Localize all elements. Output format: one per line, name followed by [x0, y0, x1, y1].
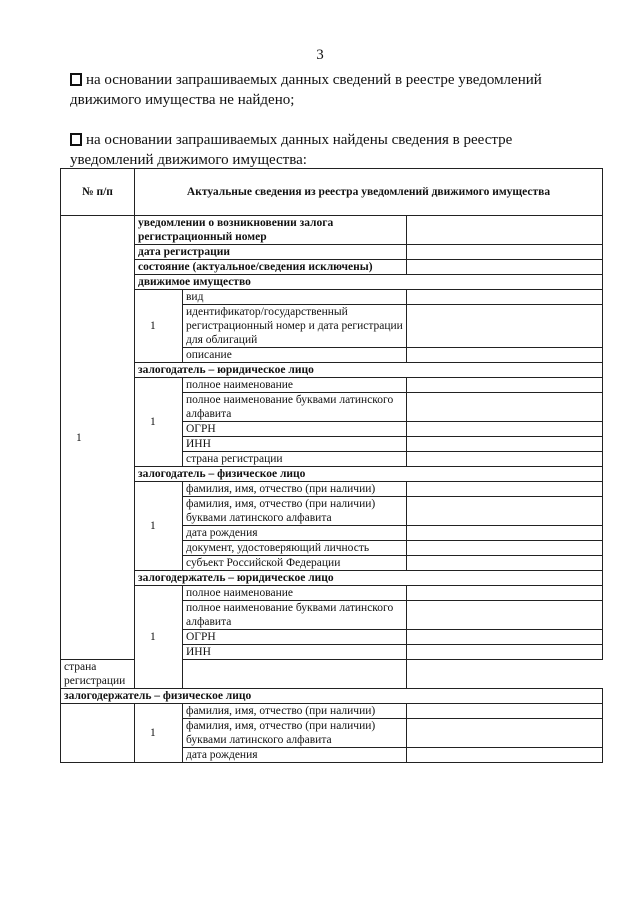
field-label: фамилия, имя, отчество (при наличии) буквами латинского алфавита — [183, 497, 407, 526]
number-column-cell — [61, 748, 135, 763]
checkbox-found[interactable] — [70, 133, 82, 146]
value-cell — [407, 452, 603, 467]
section-movable-property: движимое имущество — [135, 275, 603, 290]
field-label: фамилия, имя, отчество (при наличии) — [183, 704, 407, 719]
option-found — [70, 130, 590, 170]
section-pledgor-legal: залогодатель – юридическое лицо — [135, 363, 603, 378]
field-label: полное наименование — [183, 378, 407, 393]
field-label: ИНН — [183, 437, 407, 452]
value-cell — [407, 586, 603, 601]
value-cell — [407, 290, 603, 305]
value-cell — [407, 482, 603, 497]
field-label: описание — [183, 348, 407, 363]
value-cell — [407, 497, 603, 526]
value-cell — [183, 660, 407, 689]
state-label: состояние (актуальное/сведения исключены) — [135, 260, 407, 275]
value-cell — [407, 245, 603, 260]
value-cell — [407, 645, 603, 660]
field-label: идентификатор/государственный регистрационный номер и дата регистрации для облигаций — [183, 305, 407, 348]
sub-number: 1 — [135, 290, 183, 363]
notification-label: уведомлении о возникновении залога регистрационный номер — [135, 216, 407, 245]
field-label: вид — [183, 290, 407, 305]
field-label: полное наименование — [183, 586, 407, 601]
value-cell — [407, 719, 603, 748]
value-cell — [407, 378, 603, 393]
section-pledgee-legal: залогодержатель – юридическое лицо — [135, 571, 603, 586]
value-cell — [407, 704, 603, 719]
checkbox-not-found[interactable] — [70, 73, 82, 86]
option-not-found — [70, 70, 590, 110]
field-label: документ, удостоверяющий личность — [183, 541, 407, 556]
value-cell — [407, 630, 603, 645]
value-cell — [407, 422, 603, 437]
value-cell — [407, 541, 603, 556]
option-not-found-text: на основании запрашиваемых данных сведений в реестре уведомлений движимого имущества не найдено; — [70, 72, 542, 108]
registry-table — [60, 168, 603, 763]
value-cell — [407, 216, 603, 245]
field-label: полное наименование буквами латинского алфавита — [183, 601, 407, 630]
header-number: № п/п — [61, 169, 135, 216]
page-number: 3 — [316, 47, 324, 63]
sub-number: 1 — [135, 482, 183, 571]
field-label: страна регистрации — [183, 452, 407, 467]
field-label: фамилия, имя, отчество (при наличии) буквами латинского алфавита — [183, 719, 407, 748]
field-label: ИНН — [183, 645, 407, 660]
value-cell — [407, 437, 603, 452]
section-pledgor-individual: залогодатель – физическое лицо — [135, 467, 603, 482]
option-found-text: на основании запрашиваемых данных найдены сведения в реестре уведомлений движимого имущества: — [70, 132, 513, 168]
value-cell — [407, 348, 603, 363]
field-label: ОГРН — [183, 630, 407, 645]
field-label: полное наименование буквами латинского алфавита — [183, 393, 407, 422]
value-cell — [407, 305, 603, 348]
sub-number: 1 — [135, 586, 183, 689]
registration-date-label: дата регистрации — [135, 245, 407, 260]
value-cell — [407, 601, 603, 630]
header-title: Актуальные сведения из реестра уведомлений движимого имущества — [135, 169, 603, 216]
number-column-cell — [61, 719, 135, 748]
number-column-cell — [61, 704, 135, 719]
sub-number: 1 — [135, 704, 183, 763]
field-label: дата рождения — [183, 526, 407, 541]
section-pledgee-individual: залогодержатель – физическое лицо — [61, 689, 603, 704]
value-cell — [407, 393, 603, 422]
field-label: страна регистрации — [61, 660, 135, 689]
value-cell — [407, 260, 603, 275]
value-cell — [407, 748, 603, 763]
row-number: 1 — [61, 216, 135, 660]
value-cell — [407, 556, 603, 571]
field-label: ОГРН — [183, 422, 407, 437]
field-label: субъект Российской Федерации — [183, 556, 407, 571]
sub-number: 1 — [135, 378, 183, 467]
registry-table-wrapper — [60, 168, 606, 865]
field-label: фамилия, имя, отчество (при наличии) — [183, 482, 407, 497]
value-cell — [407, 526, 603, 541]
field-label: дата рождения — [183, 748, 407, 763]
